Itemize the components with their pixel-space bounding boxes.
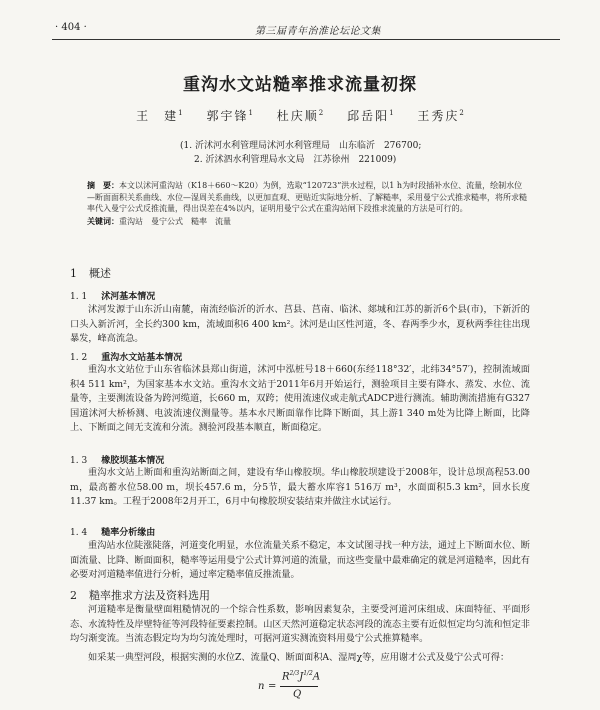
abstract-label: 摘 要： <box>87 180 119 190</box>
section-heading-1: 1 概述 <box>70 267 111 280</box>
manning-formula: n = $R^{2/3}J^{1/2}A$ Q <box>258 670 321 700</box>
paragraph: 重沟水文站上断面和重沟站断面之间，建设有华山橡胶坝。华山橡胶坝建设于2008年，设计总坝高程53.00 m，最高蓄水位58.00 m，坝长457.6 m，分5节，最大蓄水库容1 516万 m³，水面面积5.3 km²，回水长度11.37 km。工程于2008年2月开工，6月中旬橡胶坝安装结束并做注水试运行。 <box>70 467 530 507</box>
author: 郭宇锋$^1$ <box>206 109 253 123</box>
author-list <box>0 107 600 124</box>
author: 邱岳阳$^1$ <box>347 109 394 123</box>
paragraph: 沭河发源于山东沂山南麓，南流经临沂的沂水、莒县、莒南、临沭、郯城和江苏的新沂6个县(市)，下新沂的口头入新沂河，全长约300 km，流域面积6 400 km²。沭河是山区性河道，冬、春两季少水，夏秋两季往往出现暴发，峰高流急。 <box>70 304 530 344</box>
abstract <box>87 180 527 227</box>
affiliation-2: 2. 沂沭泗水利管理局水文局 江苏徐州 221009) <box>194 155 397 165</box>
abstract-text: 本文以沭河重沟站（K18＋660～K20）为例，选取“120723”洪水过程，以1 h为时段插补水位、流量，绘制水位—断面面积关系曲线、水位—湿周关系曲线，以更加直观、更贴近实际地分析、了解糙率，采用曼宁公式推求糙率，将所求糙率代入曼宁公式反推流量，得出误差在4%以内，证明用曼宁公式在重沟站闸下段推求流量的方法是可行的。 <box>87 181 527 214</box>
running-head <box>55 22 560 38</box>
paragraph: 重沟水文站位于山东省临沭县郑山街道，沭河中泓桩号18＋660(东经118°32′，北纬34°57′)，控制流域面积4 511 km²，为国家基本水文站。重沟水文站于2011年6月开始运行，测验项目主要有降水、蒸发、水位、流量等，主要测流设备为跨河缆道，长660 m，双跨；使用流速仪或走航式ADCP进行测流。辅助测流措施有G327国道沭河大桥桥测、电波流速仪测量等。基本水尺断面靠作比降下断面，其上游1 340 m处为比降上断面，比降上、下断面之间无支流和分流。测验河段基本顺直，断面稳定。 <box>70 364 530 433</box>
keywords: 重沟站 曼宁公式 糙率 流量 <box>119 216 231 226</box>
section-heading-2: 2 糙率推求方法及资料选用 <box>70 589 210 602</box>
affiliations <box>180 139 540 167</box>
author: 杜庆顺$^2$ <box>276 109 324 123</box>
subsection-heading-1-1: 1. 1 沭河基本情况 <box>70 292 156 302</box>
subsection-heading-1-4: 1. 4 糙率分析缘由 <box>70 528 156 538</box>
subsection-heading-1-2: 1. 2 重沟水文站基本情况 <box>70 353 183 363</box>
author: 王秀庆$^2$ <box>417 109 464 123</box>
paper-title: 重沟水文站糙率推求流量初探 <box>183 75 417 95</box>
header-rule <box>52 39 560 40</box>
paragraph: 河道糙率是衡量壁面粗糙情况的一个综合性系数，影响因素复杂，主要受河道河床组成、床面特征、平面形态、水流特性及岸壁特征等河段特征要素控制。山区天然河道稳定状态河段的流态主要有近似恒定均匀流和恒定非均匀渐变流。当流态假定均为均匀流处理时，可据河道实测流资料用曼宁公式推算糙率。 <box>70 604 530 644</box>
paragraph: 重沟站水位陡涨陡落，河道变化明显，水位流量关系不稳定，本文试图寻找一种方法，通过上下断面水位、断面流量、比降、断面面积，糙率等运用曼宁公式计算河道的流量，而这些变量中最难确定的就是河道糙率，因此有必要对河道糙率值进行分析，通过率定糙率值反推流量。 <box>70 540 530 580</box>
page-number: · 404 · <box>55 22 87 33</box>
journal-title: 第三届青年治淮论坛论文集 <box>255 26 381 37</box>
keywords-label: 关键词： <box>87 215 119 226</box>
author: 王 建$^1$ <box>136 109 183 123</box>
subsection-heading-1-3: 1. 3 橡胶坝基本情况 <box>70 456 165 466</box>
paragraph: 如采某一典型河段，根据实测的水位Z、流量Q、断面面积A、湿周χ等，应用谢才公式及曼宁公式可得： <box>88 652 510 663</box>
fraction-bar <box>280 686 318 687</box>
affiliation-1: (1. 沂沭河水利管理局沭河水利管理局 山东临沂 276700; <box>180 141 422 151</box>
